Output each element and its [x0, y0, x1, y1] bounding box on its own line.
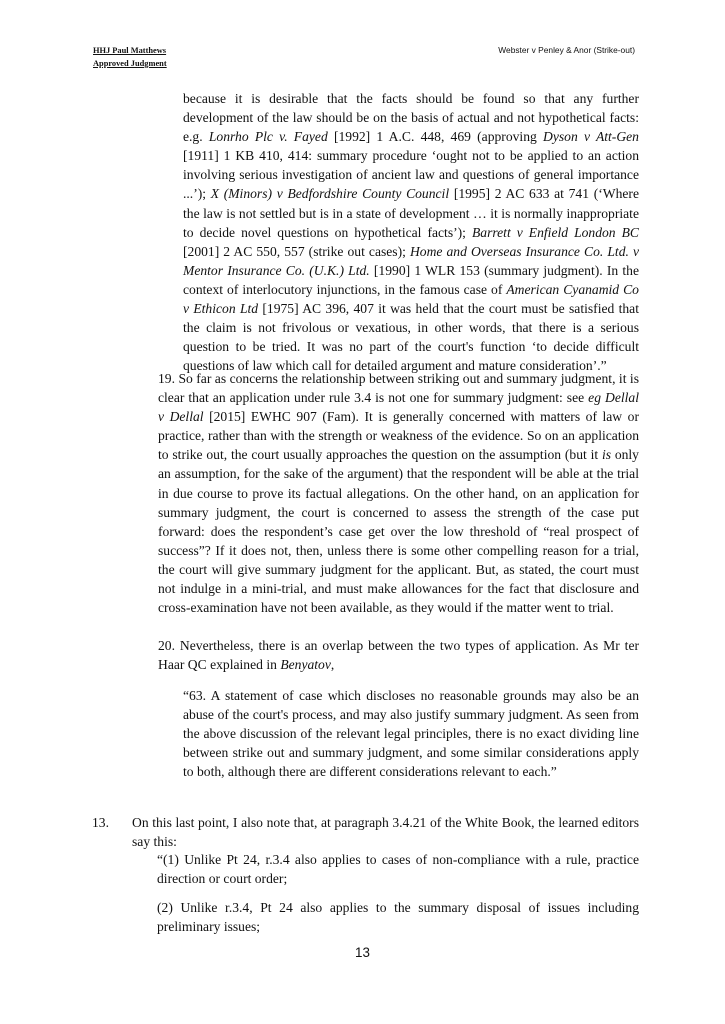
text-run: 20. Nevertheless, there is an overlap between the two types of application. As Mr ter Haar QC explained in	[158, 638, 639, 673]
paragraph-19	[158, 369, 639, 617]
judge-name: HHJ Paul Matthews	[93, 46, 167, 55]
italic-citation: Dyson v Att-Gen	[543, 129, 639, 145]
text-run: [1992] 1 A.C. 448, 469 (approving	[327, 129, 544, 145]
paragraph-number-13: 13.	[92, 815, 109, 830]
italic-citation: is	[601, 447, 612, 463]
text-run: only an assumption, for the sake of the argument) that the respondent will be able at the trial in due course to prove its factual allegations. On the other hand, on an application for summary judgment, the court is concerned to assess the strength of the case put forward: does the respondent’s case get over the low threshold of “real prospect of success”? If it does not, then, unless there is some other compelling reason for a trial, the court will give summary judgment for the applicant. But, as stated, the court must not indulge in a mini-trial, and must make allowances for the fact that disclosure and cross-examination have not been available, as they would if the matter went to trial.	[158, 447, 639, 616]
italic-citation: Benyatov	[280, 657, 331, 673]
paragraph-20	[158, 636, 639, 674]
italic-citation: X (Minors) v Bedfordshire County Council	[210, 186, 450, 202]
page-number: 13	[355, 945, 370, 960]
text-run: [1975] AC 396, 407 it was held that the court must be satisfied that the claim is not frivolous or vexatious, in other words, that there is a serious question to be tried. It was no part of the court's function ‘to decide difficult questions of law which call for detailed argument and mature consideration’.”	[183, 301, 639, 374]
text-run: (2) Unlike r.3.4, Pt 24 also applies to the summary disposal of issues including preliminary issues;	[157, 900, 639, 935]
italic-citation: Barrett v Enfield London BC	[471, 224, 639, 240]
text-run: because it is desirable that the facts should be found so that any further development of the law should be on the basis of actual and not hypothetical facts: e.g.	[183, 91, 639, 145]
text-run: [1911] 1 KB 410, 414: summary procedure ‘ought not to be applied to an action involving serious investigation of ancient law and questions of general importance ...’);	[183, 148, 639, 202]
case-name: Webster v Penley & Anor (Strike-out)	[498, 45, 635, 55]
italic-citation: Home and Overseas Insurance Co. Ltd. v Mentor Insurance Co. (U.K.) Ltd.	[183, 243, 639, 278]
italic-citation: Lonrho Plc v. Fayed	[208, 129, 328, 145]
text-run: On this last point, I also note that, at paragraph 3.4.21 of the White Book, the learned editors say this:	[132, 815, 639, 850]
text-run: “(1) Unlike Pt 24, r.3.4 also applies to cases of non-compliance with a rule, practice direction or court order;	[157, 852, 639, 887]
text-run: [1995] 2 AC 633 at 741 (‘Where the law is not settled but is in a state of development … it is normally inappropriate to decide novel questions on hypothetical facts’);	[183, 186, 639, 240]
page-header	[93, 44, 635, 74]
quote-continuation	[183, 89, 639, 375]
judgment-status: Approved Judgment	[93, 59, 167, 68]
quote-item-1	[157, 850, 639, 888]
text-run: [1990] 1 WLR 153 (summary judgment). In the context of interlocutory injunctions, in the famous case of	[183, 262, 639, 297]
italic-citation: eg Dellal v Dellal	[158, 390, 639, 425]
header-left	[93, 44, 167, 70]
italic-citation: American Cyanamid Co v Ethicon Ltd	[183, 281, 639, 317]
quote-item-2	[157, 898, 639, 936]
text-run: “63. A statement of case which discloses no reasonable grounds may also be an abuse of the court's process, and may also justify summary judgment. As seen from the above discussion of the relevant legal principles, there is no exact dividing line between strike out and summary judgment, and some similar considerations apply to both, although there are different considerations relevant to each.”	[183, 688, 639, 780]
text-run: [2001] 2 AC 550, 557 (strike out cases);	[183, 243, 410, 259]
text-run: 19. So far as concerns the relationship between striking out and summary judgment, it is clear that an application under rule 3.4 is not one for summary judgment: see	[158, 371, 639, 406]
quote-paragraph-63	[183, 686, 639, 781]
paragraph-13	[132, 813, 639, 851]
text-run: [2015] EWHC 907 (Fam). It is generally concerned with matters of law or practice, rather than with the strength or weakness of the evidence. So on an application to strike out, the court usually approaches the question on the assumption (but it	[158, 409, 639, 463]
text-run: ,	[330, 657, 335, 673]
